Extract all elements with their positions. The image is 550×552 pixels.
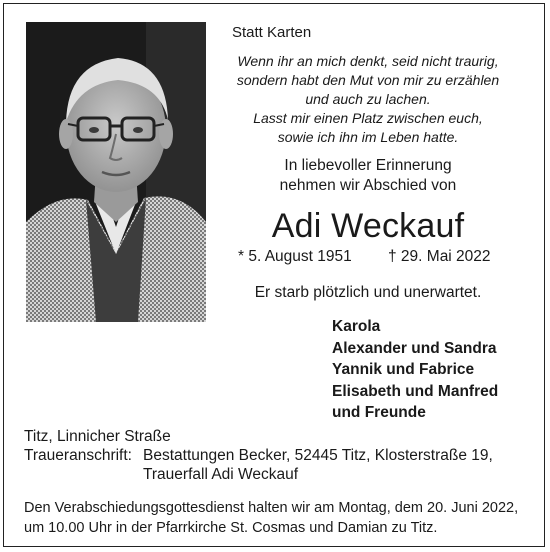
family-list — [332, 316, 498, 424]
service-line: Den Verabschiedungsgottesdienst halten wir am Montag, dem 20. Juni 2022, — [24, 500, 519, 516]
address-line: Trauerfall Adi Weckauf — [143, 466, 299, 483]
family-member: und Freunde — [332, 404, 426, 421]
family-member: Yannik und Fabrice — [332, 361, 475, 378]
service-info — [24, 498, 518, 538]
poem-line: sondern habt den Mut von mir zu erzählen — [236, 72, 500, 88]
address-label: Traueranschrift: — [24, 447, 132, 464]
intro-line: In liebevoller Erinnerung — [284, 157, 452, 174]
address-line: Bestattungen Becker, 52445 Titz, Klosterstraße 19, — [143, 447, 493, 464]
poem-line: und auch zu lachen. — [305, 91, 431, 107]
death-note: Er starb plötzlich und unerwartet. — [254, 284, 482, 301]
intro-line: nehmen wir Abschied von — [279, 177, 457, 194]
statt-karten-label: Statt Karten — [232, 24, 312, 41]
service-line: um 10.00 Uhr in der Pfarrkirche St. Cosmas und Damian zu Titz. — [24, 520, 438, 536]
residence: Titz, Linnicher Straße — [24, 428, 171, 445]
poem-line: Lasst mir einen Platz zwischen euch, — [253, 110, 483, 126]
intro-text — [224, 156, 512, 196]
family-member: Alexander und Sandra — [332, 339, 497, 357]
family-member: Elisabeth und Manfred — [332, 382, 499, 400]
poem-line: Wenn ihr an mich denkt, seid nicht traurig, — [237, 53, 499, 69]
family-member: Karola — [332, 318, 381, 335]
portrait-photo — [26, 22, 206, 322]
deceased-name: Adi Weckauf — [271, 207, 465, 245]
birth-date: * 5. August 1951 — [238, 248, 352, 265]
poem-line: sowie ich ihn im Leben hatte. — [277, 129, 459, 145]
poem — [224, 52, 512, 147]
death-date: † 29. Mai 2022 — [388, 248, 491, 265]
